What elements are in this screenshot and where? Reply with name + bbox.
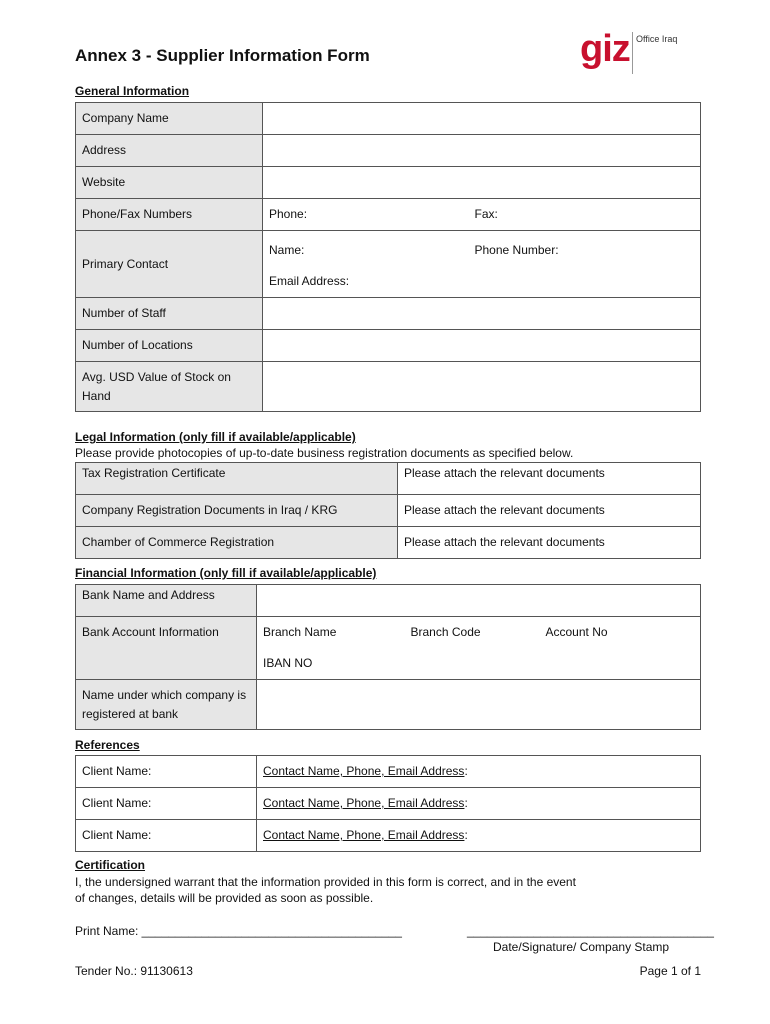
certification-line-1: I, the undersigned warrant that the information provided in this form is correct, and in the event bbox=[75, 875, 576, 889]
logo-office-label: Office Iraq bbox=[636, 34, 678, 44]
field-number-of-locations[interactable] bbox=[263, 330, 701, 362]
signature-label: Date/Signature/ Company Stamp bbox=[493, 940, 670, 954]
field-company-name[interactable] bbox=[263, 103, 701, 135]
label-website: Website bbox=[76, 167, 263, 199]
field-contact-name[interactable] bbox=[263, 231, 469, 298]
field-registered-name[interactable] bbox=[257, 680, 701, 730]
label-company-name: Company Name bbox=[76, 103, 263, 135]
financial-heading: Financial Information (only fill if available/applicable) bbox=[75, 566, 377, 580]
logo-divider bbox=[632, 32, 633, 74]
attach-tax-registration: Please attach the relevant documents bbox=[398, 463, 701, 495]
field-address[interactable] bbox=[263, 135, 701, 167]
field-number-of-staff[interactable] bbox=[263, 298, 701, 330]
certification-heading: Certification bbox=[75, 858, 146, 872]
contact-colon-2: : bbox=[464, 796, 468, 810]
attach-chamber-of-commerce: Please attach the relevant documents bbox=[398, 527, 701, 559]
label-number-of-staff: Number of Staff bbox=[76, 298, 263, 330]
branch-name-label: Branch Name bbox=[263, 625, 337, 639]
client-contact-3[interactable] bbox=[257, 820, 701, 852]
references-heading: References bbox=[75, 738, 140, 752]
label-bank-name-address: Bank Name and Address bbox=[76, 585, 257, 617]
name-label: Name: bbox=[269, 243, 305, 257]
legal-table bbox=[75, 462, 701, 559]
contact-label-2: Contact Name, Phone, Email Address bbox=[263, 796, 465, 810]
account-no-label: Account No bbox=[545, 625, 608, 639]
label-bank-account: Bank Account Information bbox=[76, 617, 257, 680]
iban-label: IBAN NO bbox=[263, 656, 313, 670]
label-stock-value: Avg. USD Value of Stock on Hand bbox=[76, 362, 263, 412]
contact-label-1: Contact Name, Phone, Email Address bbox=[263, 764, 465, 778]
page-number: Page 1 of 1 bbox=[639, 964, 701, 978]
client-name-3: Client Name: bbox=[76, 820, 257, 852]
references-table bbox=[75, 755, 701, 852]
contact-label-3: Contact Name, Phone, Email Address bbox=[263, 828, 465, 842]
contact-colon-1: : bbox=[464, 764, 468, 778]
logo-wordmark: giz bbox=[580, 28, 630, 70]
tender-number: Tender No.: 91130613 bbox=[75, 964, 193, 978]
phone-label: Phone: bbox=[269, 207, 308, 221]
field-branch-code[interactable] bbox=[405, 617, 540, 680]
giz-logo bbox=[580, 30, 690, 76]
attach-company-registration: Please attach the relevant documents bbox=[398, 495, 701, 527]
label-address: Address bbox=[76, 135, 263, 167]
field-bank-name-address[interactable] bbox=[257, 585, 701, 617]
client-name-1: Client Name: bbox=[76, 756, 257, 788]
label-chamber-of-commerce: Chamber of Commerce Registration bbox=[76, 527, 398, 559]
label-registered-name: Name under which company is registered at bank bbox=[76, 680, 257, 730]
client-contact-2[interactable] bbox=[257, 788, 701, 820]
field-website[interactable] bbox=[263, 167, 701, 199]
label-primary-contact: Primary Contact bbox=[76, 231, 263, 298]
field-contact-phone[interactable] bbox=[469, 231, 701, 298]
field-stock-value[interactable] bbox=[263, 362, 701, 412]
legal-note: Please provide photocopies of up-to-date business registration documents as specified below. bbox=[75, 446, 574, 460]
phone-number-label: Phone Number: bbox=[474, 243, 559, 257]
field-phone[interactable] bbox=[263, 199, 469, 231]
fax-label: Fax: bbox=[474, 207, 498, 221]
label-number-of-locations: Number of Locations bbox=[76, 330, 263, 362]
field-fax[interactable] bbox=[469, 199, 701, 231]
certification-line-2: of changes, details will be provided as soon as possible. bbox=[75, 891, 374, 905]
page-title: Annex 3 - Supplier Information Form bbox=[75, 46, 370, 65]
signature-line[interactable]: _____________________________________ bbox=[467, 924, 714, 938]
financial-table bbox=[75, 584, 701, 730]
general-heading: General Information bbox=[75, 84, 190, 98]
email-label: Email Address: bbox=[269, 274, 350, 288]
label-tax-registration: Tax Registration Certificate bbox=[76, 463, 398, 495]
general-table bbox=[75, 102, 701, 412]
field-account-no[interactable] bbox=[540, 617, 701, 680]
field-branch-name[interactable] bbox=[257, 617, 405, 680]
branch-code-label: Branch Code bbox=[410, 625, 481, 639]
label-phone-fax: Phone/Fax Numbers bbox=[76, 199, 263, 231]
print-name-line[interactable]: Print Name: _______________________________________ bbox=[75, 924, 402, 938]
label-company-registration: Company Registration Documents in Iraq / KRG bbox=[76, 495, 398, 527]
client-contact-1[interactable] bbox=[257, 756, 701, 788]
contact-colon-3: : bbox=[464, 828, 468, 842]
client-name-2: Client Name: bbox=[76, 788, 257, 820]
legal-heading: Legal Information (only fill if available/applicable) bbox=[75, 430, 356, 444]
